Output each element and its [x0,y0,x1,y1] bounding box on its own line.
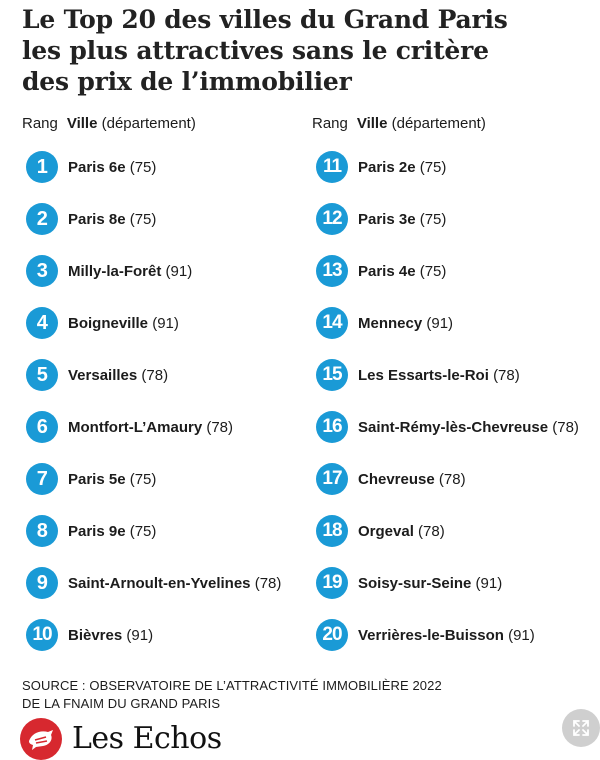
city-department: (75) [129,470,157,488]
city-entry [68,523,156,540]
rank-badge: 11 [316,151,348,183]
page-title [22,4,582,97]
rank-badge: 17 [316,463,348,495]
city-entry [358,211,446,228]
source-line-1: SOURCE : OBSERVATOIRE DE L’ATTRACTIVITÉ IMMOBILIÈRE 2022 [22,678,442,693]
city-name: Paris 9e [68,522,126,540]
rank-badge: 2 [26,203,58,235]
ranking-row [316,462,466,496]
ranking-row [26,202,156,236]
city-name: Paris 5e [68,470,126,488]
rank-badge: 6 [26,411,58,443]
city-department: (75) [419,158,447,176]
ville-header: Ville [66,115,98,132]
city-entry [68,471,156,488]
city-entry [68,367,168,384]
city-name: Milly-la-Forêt [68,262,162,280]
ranking-row [316,618,535,652]
city-name: Saint-Rémy-lès-Chevreuse [358,418,549,436]
city-entry [358,523,445,540]
ranking-row [316,410,579,444]
city-department: (75) [129,210,157,228]
city-department: (75) [129,522,157,540]
ranking-row [316,306,453,340]
column-header-right [312,114,486,134]
ranking-row [316,150,446,184]
city-name: Boigneville [68,314,149,332]
city-name: Saint-Arnoult-en-Yvelines [68,574,251,592]
rank-badge: 8 [26,515,58,547]
city-entry [358,471,466,488]
city-entry [358,367,520,384]
rooster-icon [20,718,62,760]
city-department: (91) [508,626,535,644]
column-header-left [22,114,196,134]
city-entry [68,575,281,592]
city-entry [358,627,535,644]
city-entry [358,575,502,592]
city-department: (75) [419,262,447,280]
city-department: (78) [438,470,466,488]
city-name: Mennecy [358,314,423,332]
city-department: (78) [418,522,445,540]
city-name: Bièvres [68,626,123,644]
ranking-row [316,358,520,392]
departement-header: (département) [101,115,196,132]
title-line-3: des prix de l’immobilier [22,67,352,96]
rank-badge: 19 [316,567,348,599]
city-name: Verrières-le-Buisson [358,626,504,644]
city-department: (78) [493,366,520,384]
city-department: (91) [426,314,454,332]
ranking-row [316,566,502,600]
city-entry [358,263,446,280]
ranking-row [26,410,233,444]
rang-header: Rang [22,115,58,132]
expand-button[interactable] [562,709,600,747]
rank-badge: 20 [316,619,348,651]
city-department: (78) [254,574,282,592]
rank-badge: 18 [316,515,348,547]
city-entry [68,627,153,644]
city-name: Versailles [68,366,138,384]
source-line-2: DE LA FNAIM DU GRAND PARIS [22,696,221,711]
city-entry [68,419,233,436]
rank-badge: 12 [316,203,348,235]
city-department: (78) [141,366,169,384]
ranking-row [316,202,446,236]
city-name: Chevreuse [358,470,435,488]
ranking-row [26,462,156,496]
rank-badge: 9 [26,567,58,599]
rang-header: Rang [312,115,348,132]
ranking-row [26,618,153,652]
city-entry [68,263,192,280]
rank-badge: 16 [316,411,348,443]
city-department: (78) [552,418,579,436]
city-name: Orgeval [358,522,414,540]
ranking-row [316,254,446,288]
city-name: Soisy-sur-Seine [358,574,472,592]
logo-text: Les Echos [72,721,222,756]
rank-badge: 13 [316,255,348,287]
rank-badge: 10 [26,619,58,651]
city-name: Paris 4e [358,262,416,280]
city-name: Montfort-L’Amaury [68,418,203,436]
ranking-row [26,358,168,392]
expand-icon [572,719,590,737]
rank-badge: 7 [26,463,58,495]
city-entry [68,315,179,332]
city-entry [358,315,453,332]
ranking-row [26,150,156,184]
city-department: (75) [129,158,157,176]
city-name: Paris 2e [358,158,416,176]
departement-header: (département) [391,115,486,132]
city-entry [358,419,579,436]
source-note [22,677,442,713]
city-department: (78) [206,418,234,436]
city-department: (91) [475,574,503,592]
city-department: (91) [165,262,193,280]
rank-badge: 1 [26,151,58,183]
rank-badge: 4 [26,307,58,339]
ranking-row [26,566,281,600]
city-entry [68,211,156,228]
city-name: Paris 6e [68,158,126,176]
ranking-row [316,514,445,548]
rank-badge: 14 [316,307,348,339]
ville-header: Ville [356,115,388,132]
city-department: (75) [419,210,447,228]
les-echos-logo [20,718,222,758]
title-line-1: Le Top 20 des villes du Grand Paris [22,5,508,34]
city-name: Les Essarts-le-Roi [358,366,489,384]
ranking-row [26,514,156,548]
rank-badge: 15 [316,359,348,391]
city-entry [358,159,446,176]
city-name: Paris 8e [68,210,126,228]
title-line-2: les plus attractives sans le critère [22,36,489,65]
city-department: (91) [152,314,179,332]
ranking-row [26,306,179,340]
city-department: (91) [126,626,154,644]
ranking-row [26,254,192,288]
city-name: Paris 3e [358,210,416,228]
rank-badge: 5 [26,359,58,391]
city-entry [68,159,156,176]
rank-badge: 3 [26,255,58,287]
